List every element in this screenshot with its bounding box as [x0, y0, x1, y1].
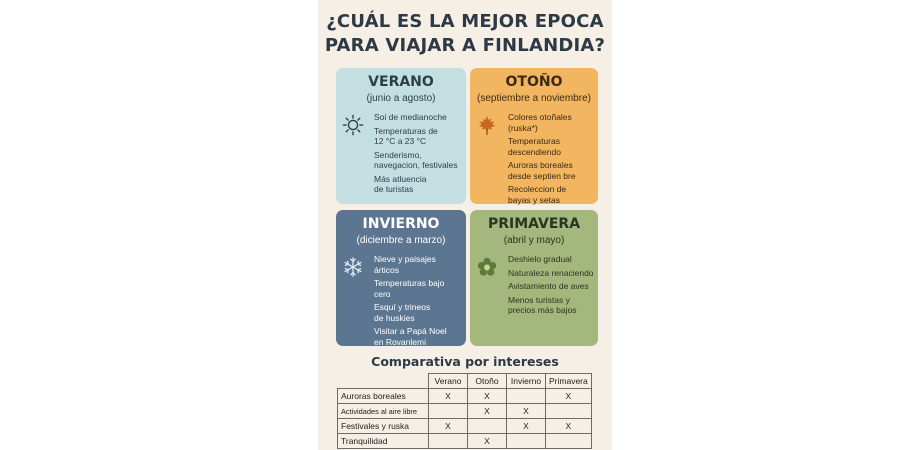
season-list	[508, 112, 594, 208]
list-item: Soi de medianoche	[374, 112, 447, 122]
list-item: Avistamiento de aves	[508, 281, 589, 291]
row-label: Tranquilidad	[338, 434, 429, 449]
table-cell	[507, 389, 546, 404]
title-line-2: PARA VIAJAR A FINLANDIA?	[324, 35, 606, 56]
table-cell	[546, 434, 592, 449]
table-cell: X	[468, 389, 507, 404]
table-cell: X	[507, 419, 546, 434]
season-card-otono	[470, 68, 598, 204]
list-item: Auroras boreales desde septien bre	[508, 160, 576, 181]
table-header-row	[338, 374, 592, 389]
table-cell: X	[507, 404, 546, 419]
season-title: OTOÑO	[505, 74, 563, 90]
row-label: Festivales y ruska	[338, 419, 429, 434]
season-title: INVIERNO	[362, 216, 440, 232]
table-cell	[507, 434, 546, 449]
maple-leaf-icon	[476, 114, 498, 136]
season-card-invierno	[336, 210, 466, 346]
table-row	[338, 389, 592, 404]
list-item: Colores otoñales (ruska*)	[508, 112, 572, 133]
table-row	[338, 434, 592, 449]
table-corner	[338, 374, 429, 389]
season-title: VERANO	[368, 74, 434, 90]
table-cell: X	[468, 434, 507, 449]
season-range: (junio a agosto)	[366, 93, 436, 104]
table-cell	[546, 404, 592, 419]
column-header: Primavera	[546, 374, 592, 389]
comparison-title: Comparativa por intereses	[371, 354, 559, 369]
table-cell	[429, 434, 468, 449]
comparison-table	[337, 373, 592, 449]
snowflake-icon	[342, 256, 364, 278]
list-item: Más atluencia de turistas	[374, 173, 427, 194]
flower-icon	[476, 256, 498, 278]
list-item: Esquí y trineos de huskies	[374, 302, 431, 323]
list-item: Visitar a Papá Noel en Rovanlemi	[374, 326, 447, 347]
column-header: Verano	[429, 374, 468, 389]
table-row	[338, 419, 592, 434]
list-item: Senderismo, navegacion, festivales	[374, 149, 458, 170]
season-card-primavera	[470, 210, 598, 346]
table-cell: X	[546, 419, 592, 434]
list-item: Temperaturas bajo cero	[374, 278, 445, 299]
list-item: Naturaleza renaciendo	[508, 267, 594, 278]
season-range: (septiembre a noviembre)	[477, 93, 591, 104]
season-title: PRIMAVERA	[487, 216, 581, 232]
list-item: Recoleccion de bayas y setas	[508, 184, 567, 205]
table-cell: X	[429, 389, 468, 404]
season-list	[508, 254, 594, 319]
table-cell: X	[468, 404, 507, 419]
table-row	[338, 404, 592, 419]
table-cell	[429, 404, 468, 419]
list-item: Menos turistas y precios más bajos	[508, 294, 577, 315]
table-cell	[468, 419, 507, 434]
season-range: (abril y mayo)	[503, 235, 565, 246]
list-item: Nieve y paisajes árticos	[374, 254, 436, 275]
title-line-1: ¿CUÁL ES LA MEJOR EPOCA	[326, 11, 604, 32]
page-title	[318, 10, 612, 58]
column-header: Invierno	[507, 374, 546, 389]
row-label: Auroras boreales	[338, 389, 429, 404]
sun-icon	[342, 114, 364, 136]
table-cell: X	[429, 419, 468, 434]
season-list	[374, 112, 462, 198]
infographic-poster	[318, 0, 612, 450]
list-item: Temperaturas descendiendo	[508, 136, 561, 157]
season-range: (diciembre a marzo)	[356, 235, 446, 246]
table-cell: X	[546, 389, 592, 404]
season-list	[374, 254, 462, 350]
season-card-verano	[336, 68, 466, 204]
list-item: Deshielo gradual	[508, 254, 572, 264]
column-header: Otoño	[468, 374, 507, 389]
list-item: Temperaturas de 12 °C a 23 °C	[374, 125, 438, 146]
row-label: Actividades al aire libre	[338, 404, 429, 419]
